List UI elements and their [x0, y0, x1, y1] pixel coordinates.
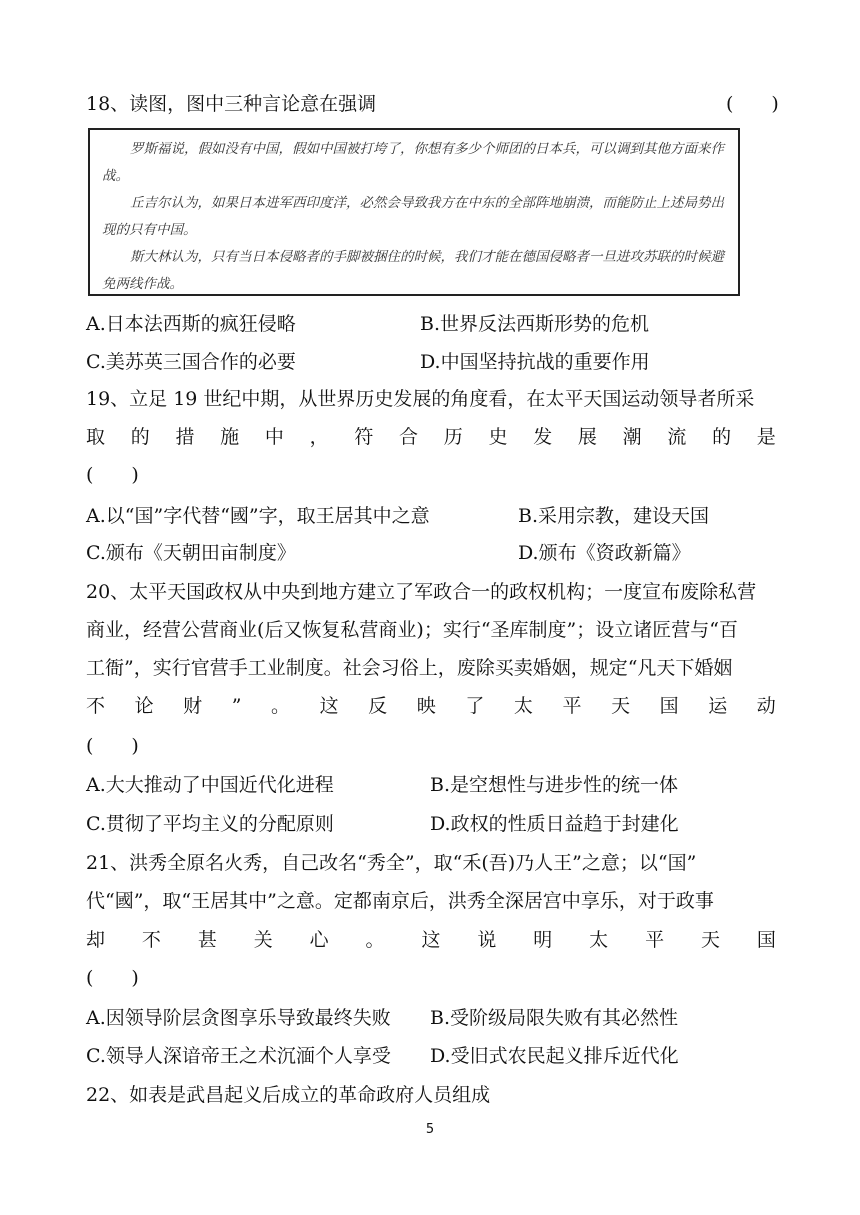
char: 甚 [197, 929, 217, 951]
q20-option-b: B.是空想性与进步性的统一体 [430, 774, 679, 796]
q20-line-2: 商业，经营公营商业(后又恢复私营商业)；实行“圣库制度”；设立诸匠营与“百 [86, 619, 738, 641]
char: 流 [667, 426, 687, 448]
q18-option-c: C.美苏英三国合作的必要 [86, 351, 296, 373]
q20-answer-paren: ( ) [86, 735, 139, 757]
quote-stalin: 斯大林认为，只有当日本侵略者的手脚被捆住的时候，我们才能在德国侵略者一旦进攻苏联的时候避免两线作战。 [102, 249, 724, 292]
char: 平 [562, 695, 582, 717]
q18-quote-image [88, 128, 740, 296]
q21-line-3 [86, 928, 776, 952]
q18-option-b: B.世界反法西斯形势的危机 [420, 313, 650, 335]
q22-stem: 22、如表是武昌起义后成立的革命政府人员组成 [86, 1084, 491, 1106]
q18-stem-text: 18、读图，图中三种言论意在强调 [86, 93, 377, 115]
q20-line-4 [86, 694, 776, 718]
q18-answer-paren: ( ) [726, 93, 779, 115]
char: 动 [756, 695, 776, 717]
q18-stem [86, 92, 776, 116]
char: 的 [712, 426, 732, 448]
char: 却 [86, 929, 106, 951]
char: 史 [488, 426, 508, 448]
char: 历 [443, 426, 463, 448]
char: 符 [354, 426, 374, 448]
char: 说 [477, 929, 497, 951]
quote-churchill: 丘吉尔认为，如果日本进军西印度洋，必然会导致我方在中东的全部阵地崩溃，而能防止上述局势出现的只有中国。 [102, 195, 724, 238]
q18-option-d: D.中国坚持抗战的重要作用 [420, 351, 650, 373]
char: 措 [175, 426, 195, 448]
char: 国 [659, 695, 679, 717]
char: 合 [399, 426, 419, 448]
char: 施 [220, 426, 240, 448]
char: 。 [271, 695, 291, 717]
char: 心 [309, 929, 329, 951]
q21-line-2: 代“國”，取“王居其中”之意。定都南京后，洪秀全深居宫中享乐，对于政事 [86, 890, 714, 912]
char: 天 [611, 695, 631, 717]
char: 取 [86, 426, 106, 448]
char: 明 [533, 929, 553, 951]
char: 不 [86, 695, 106, 717]
q21-option-a: A.因领导阶层贪图享乐导致最终失败 [86, 1007, 391, 1029]
char: 这 [421, 929, 441, 951]
q19-line-1: 19、立足 19 世纪中期，从世界历史发展的角度看，在太平天国运动领导者所采 [86, 388, 755, 410]
char: 反 [368, 695, 388, 717]
quote-roosevelt: 罗斯福说，假如没有中国，假如中国被打垮了，你想有多少个师团的日本兵，可以调到其他方面来作战。 [102, 141, 724, 184]
q21-option-b: B.受阶级局限失败有其必然性 [430, 1007, 679, 1029]
q21-line-1: 21、洪秀全原名火秀，自己改名“秀全”，取“禾(吾)乃人王”之意；以“国” [86, 852, 697, 874]
char: 。 [365, 929, 385, 951]
char: 论 [134, 695, 154, 717]
char: 天 [700, 929, 720, 951]
char: 财 [183, 695, 203, 717]
q20-option-c: C.贯彻了平均主义的分配原则 [86, 813, 334, 835]
q19-answer-paren: ( ) [86, 464, 139, 486]
q21-answer-paren: ( ) [86, 967, 139, 989]
q20-option-a: A.大大推动了中国近代化进程 [86, 774, 334, 796]
char: 发 [533, 426, 553, 448]
q20-line-1: 20、太平天国政权从中央到地方建立了军政合一的政权机构；一度宣布废除私营 [86, 581, 757, 603]
q19-option-c: C.颁布《天朝田亩制度》 [86, 542, 296, 564]
char: 展 [577, 426, 597, 448]
char: 平 [645, 929, 665, 951]
char: 这 [319, 695, 339, 717]
q20-line-3: 工衙”，实行官营手工业制度。社会习俗上，废除买卖婚姻，规定“凡天下婚姻 [86, 657, 733, 679]
char: 太 [589, 929, 609, 951]
q21-option-c: C.领导人深谙帝王之术沉湎个人享受 [86, 1045, 391, 1067]
char: 太 [513, 695, 533, 717]
char: 运 [708, 695, 728, 717]
char: 国 [756, 929, 776, 951]
page-number: 5 [425, 1122, 435, 1137]
q20-option-d: D.政权的性质日益趋于封建化 [430, 813, 679, 835]
char: 映 [416, 695, 436, 717]
q19-option-d: D.颁布《资政新篇》 [518, 542, 691, 564]
q19-line-2 [86, 425, 776, 449]
char: 不 [141, 929, 161, 951]
q18-option-a: A.日本法西斯的疯狂侵略 [86, 313, 296, 335]
char: 潮 [622, 426, 642, 448]
char: ， [309, 426, 329, 448]
char: 的 [130, 426, 150, 448]
char: 了 [465, 695, 485, 717]
char: ” [231, 695, 242, 717]
q19-option-b: B.采用宗教，建设天国 [518, 505, 710, 527]
char: 关 [253, 929, 273, 951]
q21-option-d: D.受旧式农民起义排斥近代化 [430, 1045, 679, 1067]
char: 是 [756, 426, 776, 448]
q19-option-a: A.以“国”字代替“國”字，取王居其中之意 [86, 505, 430, 527]
char: 中 [264, 426, 284, 448]
